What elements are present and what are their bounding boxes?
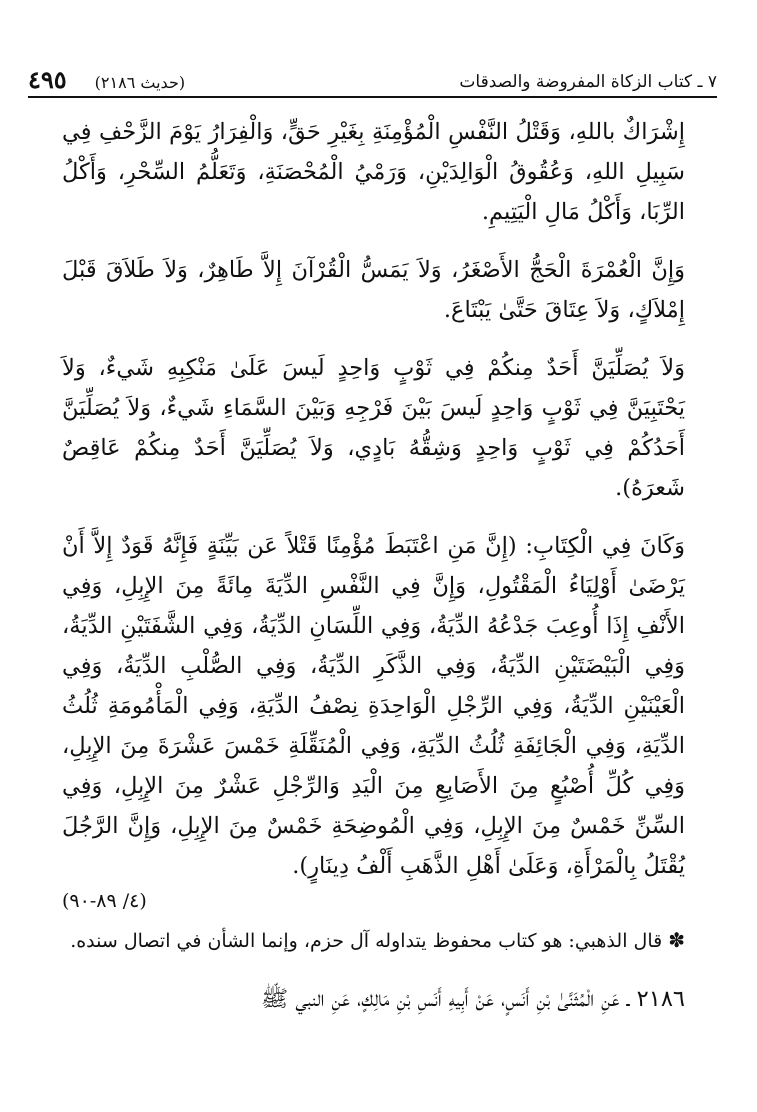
paragraph-1: إِشْرَاكٌ باللهِ، وَقَتْلُ النَّفْسِ الْمُؤْمِنَةِ بِغَيْرِ حَقٍّ، وَالْفِرَارُ يَوْمَ الزَّحْفِ فِي سَبِيلِ اللهِ، وَعُقُوقُ الْوَالِدَيْنِ، وَرَمْيُ الْمُحْصَنَةِ، وَتَعَلُّمُ السِّحْرِ، وَأَكْلُ الرِّبَا، وَأَكْلُ مَالِ الْيَتِيمِ. [62,119,685,225]
paragraph-2: وَإِنَّ الْعُمْرَةَ الْحَجُّ الأَصْغَرُ، وَلاَ يَمَسُّ الْقُرْآنَ إِلاَّ طَاهِرٌ، وَلاَ طَلاَقَ قَبْلَ إِمْلاَكٍ، وَلاَ عِتَاقَ حَتَّىٰ يَبْتَاعَ. [62,257,685,323]
paragraph-4: وَكَانَ فِي الْكِتَابِ: (إِنَّ مَنِ اعْتَبَطَ مُؤْمِنًا قَتْلاً عَن بَيِّنَةٍ فَإِنَّهُ قَوَدٌ إِلاَّ أَنْ يَرْضَىٰ أَوْلِيَاءُ الْمَقْتُولِ، وَإِنَّ فِي النَّفْسِ الدِّيَةَ مِائَةً مِنَ الإِبِلِ، وَفِي الأَنْفِ إِذَا أُوعِبَ جَدْعُهُ الدِّيَةُ، وَفِي اللِّسَانِ الدِّيَةُ، وَفِي الشَّفَتَيْنِ الدِّيَةُ، وَفِي الْبَيْضَتَيْنِ الدِّيَةُ، وَفِي الذَّكَرِ الدِّيَةُ، وَفِي الصُّلْبِ الدِّيَةُ، وَفِي الْعَيْنَيْنِ الدِّيَةُ، وَفِي الرِّجْلِ الْوَاحِدَةِ نِصْفُ الدِّيَةِ، وَفِي الْمَأْمُومَةِ ثُلُثُ الدِّيَةِ، وَفِي الْجَائِفَةِ ثُلُثُ الدِّيَةِ، وَفِي الْمُنَقِّلَةِ خَمْسَ عَشْرَةَ مِنَ الإِبِلِ، وَفِي كُلِّ أُصْبُعٍ مِنَ الأَصَابِعِ مِنَ الْيَدِ وَالرِّجْلِ عَشْرٌ مِنَ الإِبِلِ، وَفِي السِّنِّ خَمْسٌ مِنَ الإِبِلِ، وَفِي الْمُوضِحَةِ خَمْسٌ مِنَ الإِبِلِ، وَإِنَّ الرَّجُلَ يُقْتَلُ بِالْمَرْأَةِ، وَعَلَىٰ أَهْلِ الذَّهَبِ أَلْفُ دِينَارٍ). [62,533,685,879]
page-body [62,112,685,1042]
next-hadith: ٢١٨٦ ـ عَنِ الْمُثَنَّىٰ بْنِ أَنَسٍ، عَنْ أَبِيهِ أَنَسِ بْنِ مَالِكٍ، عَنِ النبي ﷺ [261,986,685,1012]
page-header [28,62,717,98]
page-number: ٤٩٥ [28,65,67,94]
paragraph-3: وَلاَ يُصَلِّيَنَّ أَحَدٌ مِنكُمْ فِي ثَوْبٍ وَاحِدٍ لَيسَ عَلَىٰ مَنْكِبِهِ شَيءٌ، وَلاَ يَحْتَبِيَنَّ فِي ثَوْبٍ وَاحِدٍ لَيسَ بَيْنَ فَرْجِهِ وَبَيْنَ السَّمَاءِ شَيءٌ، وَلاَ يُصَلِّيَنَّ أَحَدُكُمْ فِي ثَوْبٍ وَاحِدٍ وَشِقُّهُ بَادٍي، وَلاَ يُصَلِّيَنَّ أَحَدٌ مِنكُمْ عَاقِصٌ شَعرَهُ). [62,355,685,501]
note-marker-icon: ✽ [668,928,685,952]
volume-page-reference: (٤/ ٨٩-٩٠) [62,890,147,912]
note-text: قال الذهبي: هو كتاب محفوظ يتداوله آل حزم، وإنما الشأن في اتصال سنده. [70,930,663,952]
reference-line [62,890,685,912]
header-left [28,65,185,96]
hadith-reference: (حديث ٢١٨٦) [94,73,186,92]
chapter-title: ٧ ـ كتاب الزكاة المفروضة والصدقات [459,72,717,92]
editor-note [62,920,685,961]
